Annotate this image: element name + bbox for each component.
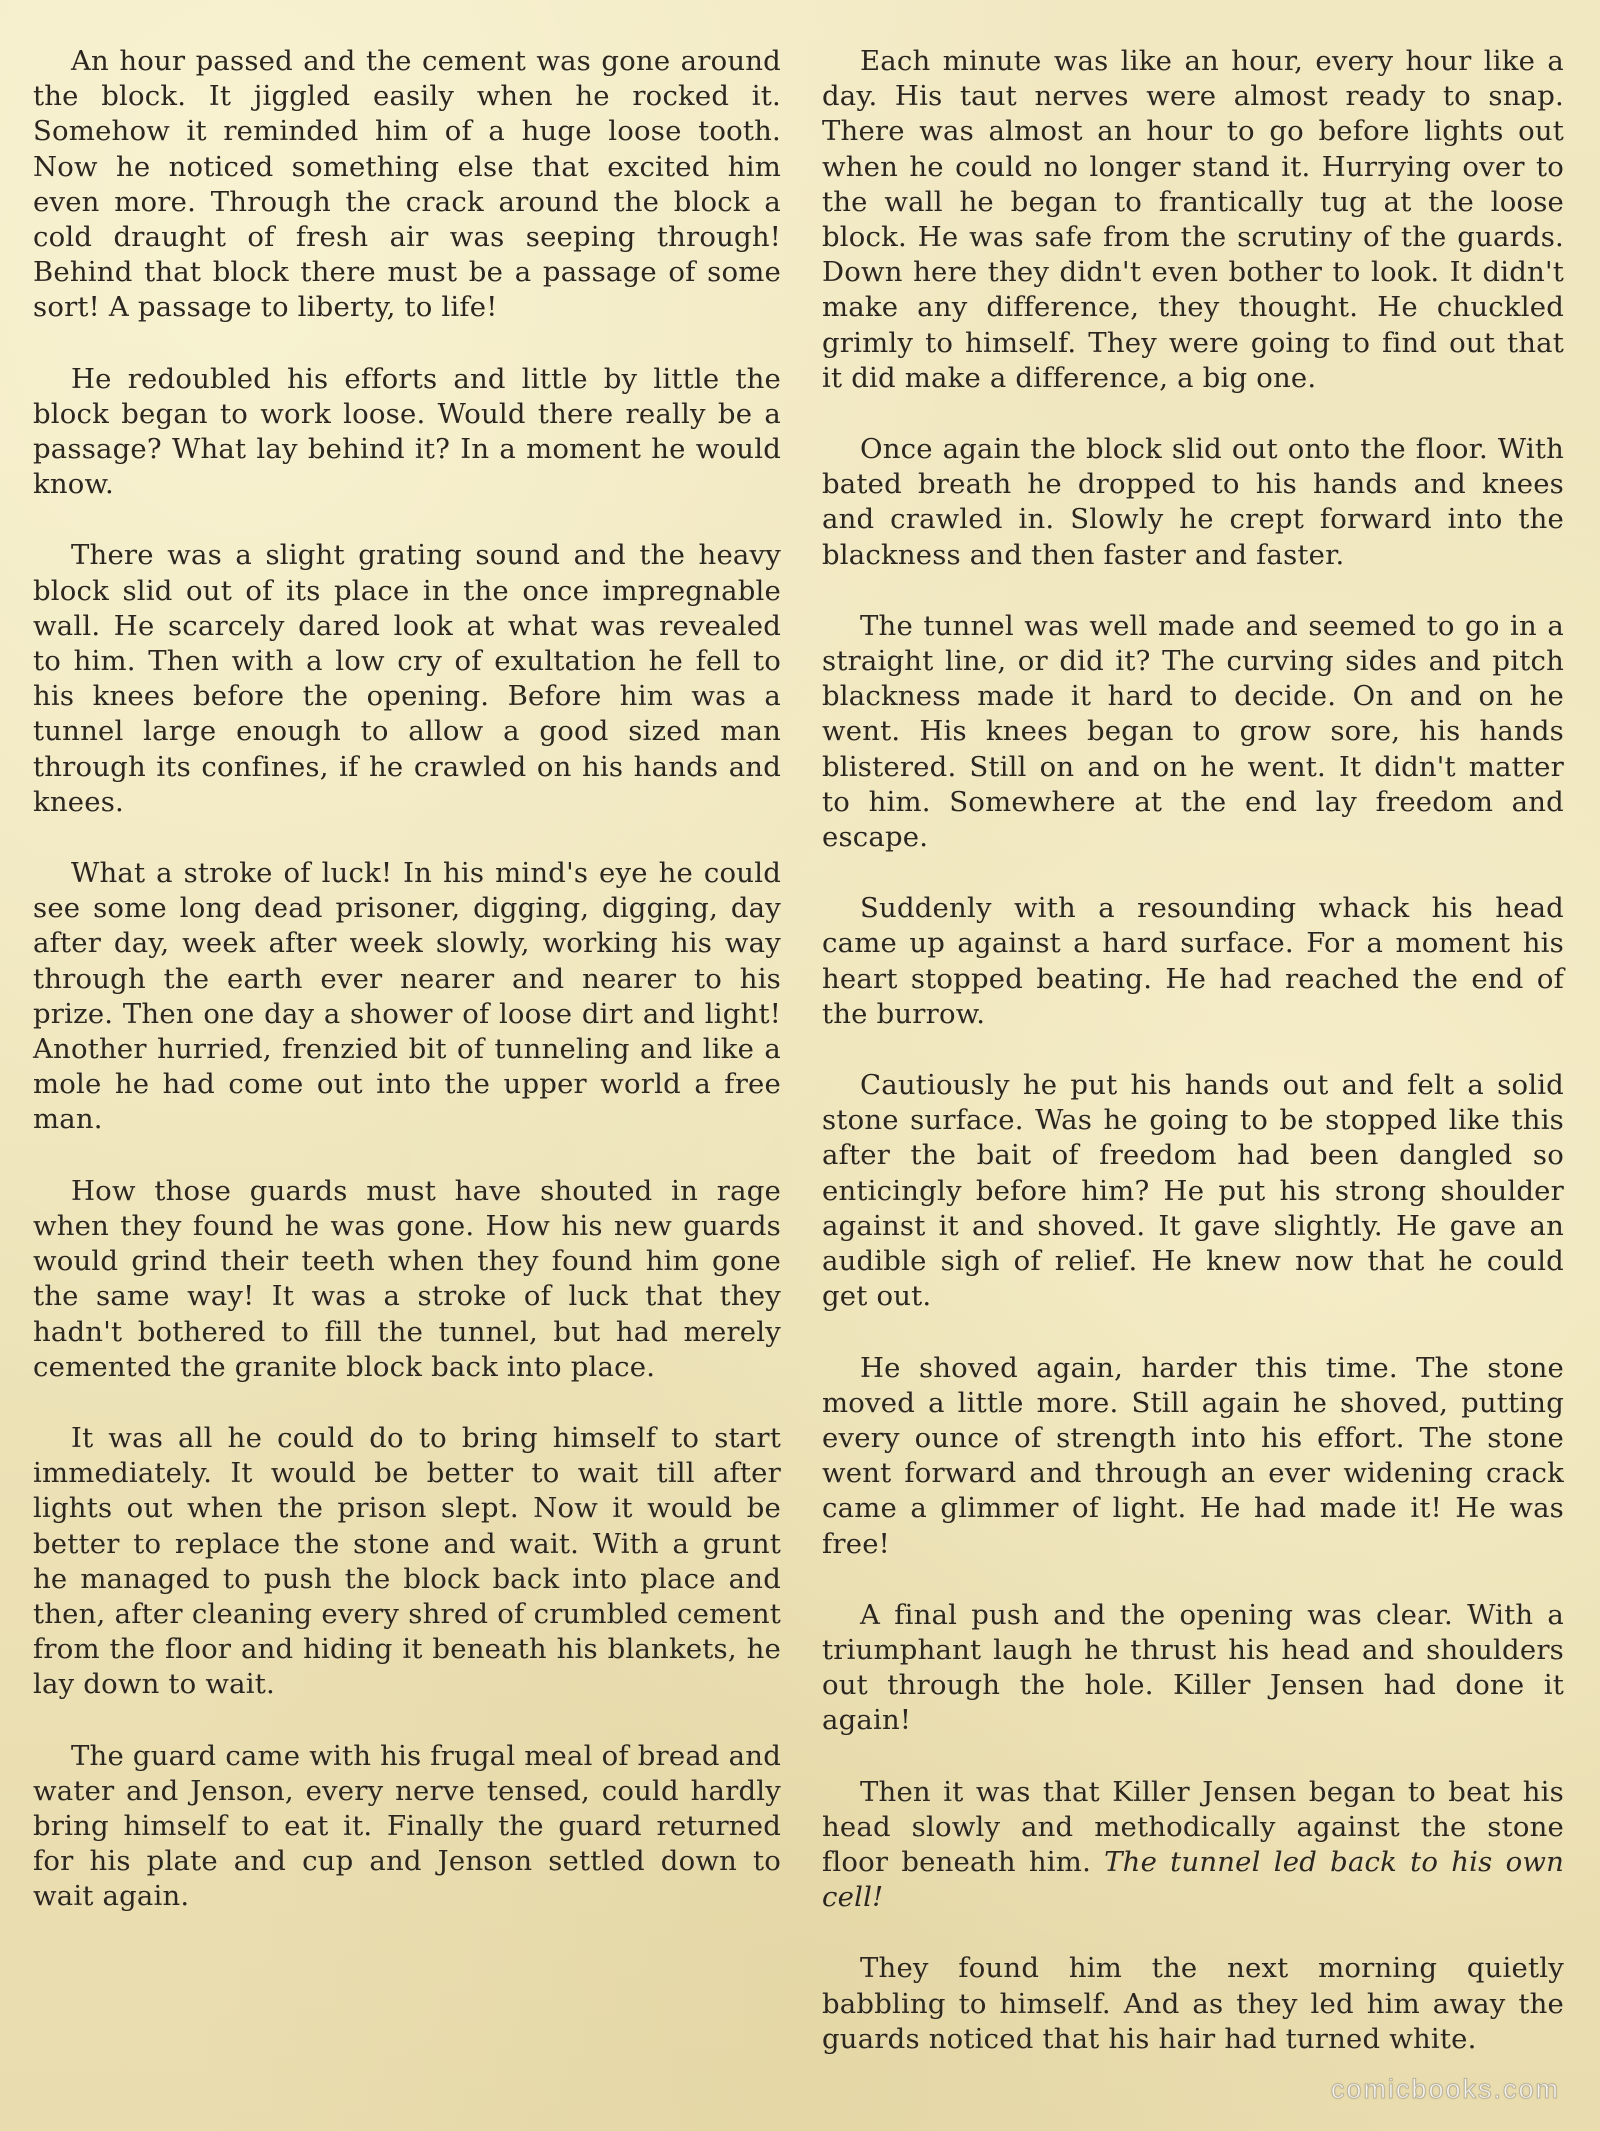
- right-text-column: [822, 44, 1564, 2093]
- paragraph: He redoubled his efforts and little by little the block began to work loose. Would there really be a passage? What lay behind it? In a moment he would know.: [33, 362, 781, 501]
- ending-text: Then it was that Killer Jensen began to beat his head slowly and methodically against the stone floor beneath him.: [822, 1775, 1564, 1878]
- paragraph: A final push and the opening was clear. With a triumphant laugh he thrust his head and shoulders out through the hole. Killer Jensen had done it again!: [822, 1598, 1564, 1737]
- paragraph: Cautiously he put his hands out and felt a solid stone surface. Was he going to be stopped like this after the bait of freedom had been dangled so enticingly before him? He put his strong shoulder against it and shoved. It gave slightly. He gave an audible sigh of relief. He knew now that he could get out.: [822, 1069, 1564, 1313]
- paragraph: Suddenly with a resounding whack his head came up against a hard surface. For a moment his heart stopped beating. He had reached the end of the burrow.: [822, 892, 1564, 1030]
- paragraph: It was all he could do to bring himself to start immediately. It would be better to wait till after lights out when the prison slept. Now it would be better to replace the stone and wait. With a grunt he managed to push the block back into place and then, after cleaning every shred of crumbled cement from the floor and hiding it beneath his blankets, he lay down to wait.: [33, 1421, 781, 1701]
- paragraph: How those guards must have shouted in rage when they found he was gone. How his new guards would grind their teeth when they found him gone the same way! It was a stroke of luck that they hadn't bothered to fill the tunnel, but had merely cemented the granite block back into place.: [33, 1174, 781, 1383]
- paragraph: He shoved again, harder this time. The stone moved a little more. Still again he shoved, putting every ounce of strength into his effort. The stone went forward and through an ever widening crack came a glimmer of light. He had made it! He was free!: [822, 1351, 1564, 1560]
- paragraph: There was a slight grating sound and the heavy block slid out of its place in the once impregnable wall. He scarcely dared look at what was revealed to him. Then with a low cry of exultation he fell to his knees before the opening. Before him was a tunnel large enough to allow a good sized man through its confines, if he crawled on his hands and knees.: [33, 539, 781, 818]
- paragraph: What a stroke of luck! In his mind's eye he could see some long dead prisoner, digging, digging, day after day, week after week slowly, working his way through the earth ever nearer and nearer to his prize. Then one day a shower of loose dirt and light! Another hurried, frenzied bit of tunneling and like a mole he had come out into the upper world a free man.: [33, 857, 781, 1136]
- left-text-column: [33, 44, 781, 1951]
- paragraph: Once again the block slid out onto the floor. With bated breath he dropped to his hands and knees and crawled in. Slowly he crept forward into the blackness and then faster and faster.: [822, 433, 1564, 571]
- paragraph: The guard came with his frugal meal of bread and water and Jenson, every nerve tensed, could hardly bring himself to eat it. Finally the guard returned for his plate and cup and Jenson settled down to wait again.: [33, 1739, 781, 1913]
- paragraph: Each minute was like an hour, every hour like a day. His taut nerves were almost ready to snap. There was almost an hour to go before lights out when he could no longer stand it. Hurrying over to the wall he began to frantically tug at the loose block. He was safe from the scrutiny of the guards. Down here they didn't even bother to look. It didn't make any difference, they thought. He chuckled grimly to himself. They were going to find out that it did make a difference, a big one.: [822, 45, 1564, 394]
- paragraph: They found him the next morning quietly babbling to himself. And as they led him away the guards noticed that his hair had turned white.: [822, 1952, 1564, 2055]
- paragraph-ending: [822, 1775, 1564, 1916]
- ending-italic-text: The tunnel led back to his own cell!: [822, 1845, 1564, 1914]
- paragraph: The tunnel was well made and seemed to go in a straight line, or did it? The curving sides and pitch blackness made it hard to decide. On and on he went. His knees began to grow sore, his hands blistered. Still on and on he went. It didn't matter to him. Somewhere at the end lay freedom and escape.: [822, 609, 1564, 854]
- watermark: comicbooks.com: [1330, 2074, 1560, 2104]
- paragraph: An hour passed and the cement was gone around the block. It jiggled easily when he rocked it. Somehow it reminded him of a huge loose tooth. Now he noticed something else that excited him even more. Through the crack around the block a cold draught of fresh air was seeping through! Behind that block there must be a passage of some sort! A passage to liberty, to life!: [33, 45, 781, 324]
